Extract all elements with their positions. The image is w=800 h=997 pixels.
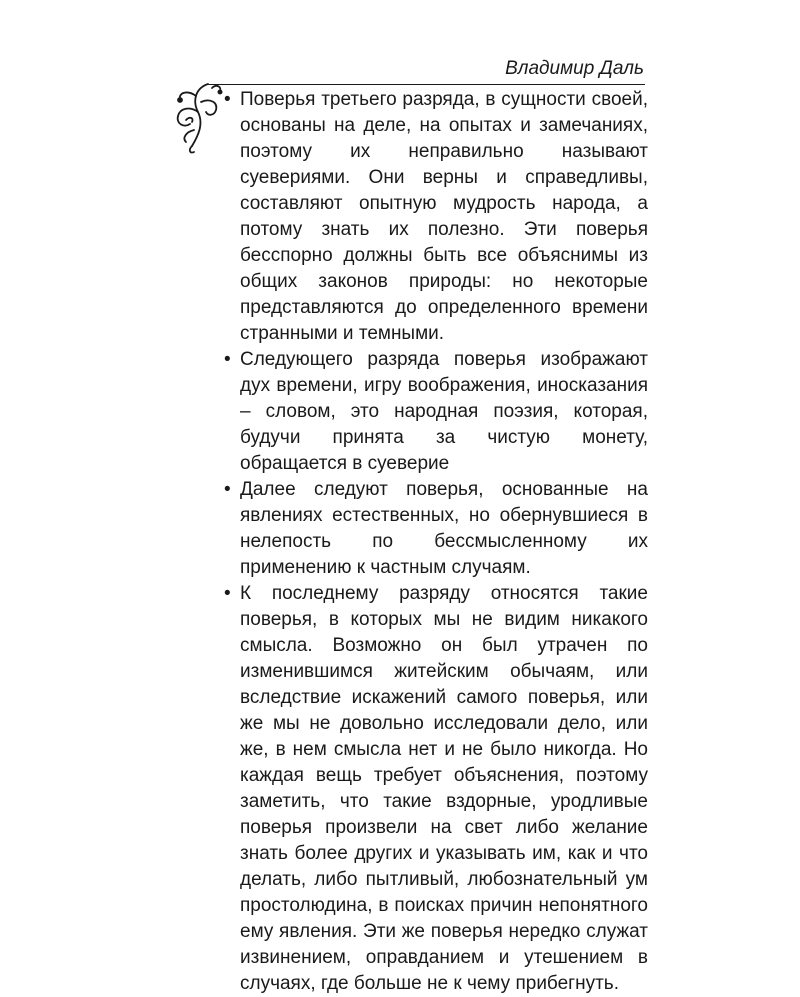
running-head-author: Владимир Даль bbox=[505, 58, 644, 79]
header-rule bbox=[205, 84, 645, 85]
floral-flourish-icon bbox=[168, 76, 226, 156]
list-item-last-category: • К последнему разряду относятся такие поверья, в которых мы не видим никакого смысла. Возможно он был утрачен по изменившимся житейским обычаям, или вследствие искажений самого поверья, или же мы не довольно исследовали дело, или же, в нем смысла нет и не было никогда. Но каждая вещь требует объяснения, поэтому заметить, что такие вздорные, уродливые поверья произвели на свет либо желание знать более других и указывать им, как и что делать, либо пытливый, любознательный ум простолюдина, в поисках причин непонятного ему явления. Эти же поверья нередко служат извинением, оправданием и утешением в случаях, где больше не к чему прибегнуть. bbox=[224, 581, 648, 997]
superstition-list bbox=[224, 87, 648, 997]
list-item-third-category: • Поверья третьего разряда, в сущности своей, основаны на деле, на опытах и замечаниях, поэтому их неправильно называют суевериями. Они верны и справедливы, составляют опытную мудрость народа, а потому знать их полезно. Эти поверья бесспорно должны быть все объяснимы из общих законов природы: но некоторые представляются до определенного времени странными и темными. bbox=[224, 87, 648, 347]
list-item-next-category: • Следующего разряда поверья изображают дух времени, игру воображения, иносказания – словом, это народная поэзия, которая, будучи принята за чистую монету, обращается в суеверие bbox=[224, 347, 648, 477]
list-item-natural-phenomena: • Далее следуют поверья, основанные на явлениях естественных, но обернувшиеся в нелепость по бессмысленному их применению к частным случаям. bbox=[224, 477, 648, 581]
